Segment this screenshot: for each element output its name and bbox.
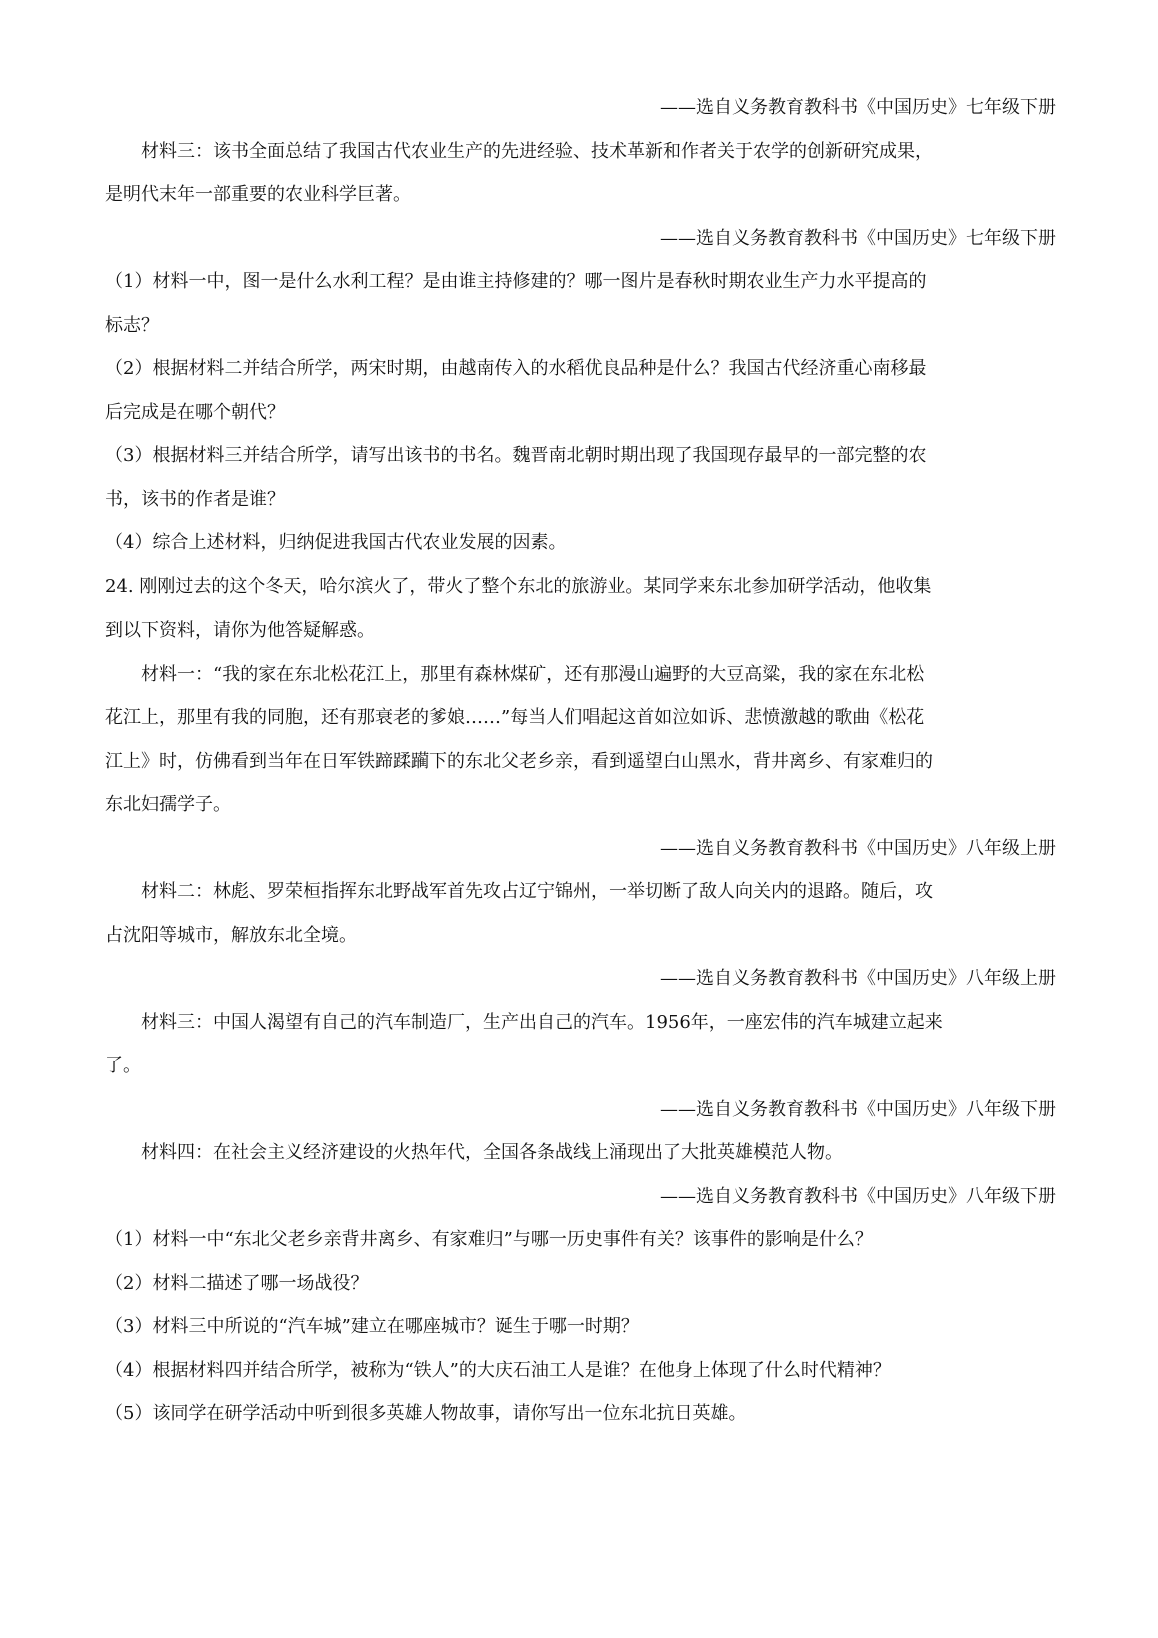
material-three-line-2: 是明代末年一部重要的农业科学巨著。	[105, 184, 411, 205]
question-24-5: （5）该同学在研学活动中听到很多英雄人物故事，请你写出一位东北抗日英雄。	[105, 1403, 747, 1424]
source-citation: ——选自义务教育教科书《中国历史》七年级下册	[660, 97, 1056, 118]
question-23-3-line-1: （3）根据材料三并结合所学，请写出该书的书名。魏晋南北朝时期出现了我国现存最早的一部完整的农	[105, 445, 927, 466]
question-24-stem-line-1: 24. 刚刚过去的这个冬天，哈尔滨火了，带火了整个东北的旅游业。某同学来东北参加研学活动，他收集	[105, 576, 932, 597]
material-one-line-2: 花江上，那里有我的同胞，还有那衰老的爹娘……”每当人们唱起这首如泣如诉、悲愤激越的歌曲《松花	[105, 707, 925, 728]
material-three-line-1: 材料三：该书全面总结了我国古代农业生产的先进经验、技术革新和作者关于农学的创新研究成果，	[141, 141, 933, 162]
material-one-line-4: 东北妇孺学子。	[105, 794, 231, 815]
material-three-b-line-1: 材料三：中国人渴望有自己的汽车制造厂，生产出自己的汽车。1956年，一座宏伟的汽车城建立起来	[141, 1012, 943, 1033]
question-23-4: （4）综合上述材料，归纳促进我国古代农业发展的因素。	[105, 532, 567, 553]
question-24-2: （2）材料二描述了哪一场战役？	[105, 1273, 369, 1294]
source-citation: ——选自义务教育教科书《中国历史》八年级下册	[660, 1099, 1056, 1120]
question-23-2-line-2: 后完成是在哪个朝代？	[105, 402, 285, 423]
source-citation: ——选自义务教育教科书《中国历史》八年级上册	[660, 838, 1056, 859]
question-24-1: （1）材料一中“东北父老乡亲背井离乡、有家难归”与哪一历史事件有关？该事件的影响是什么？	[105, 1229, 873, 1250]
question-23-1-line-2: 标志？	[105, 315, 159, 336]
material-four-line-1: 材料四：在社会主义经济建设的火热年代，全国各条战线上涌现出了大批英雄模范人物。	[141, 1142, 843, 1163]
question-24-3: （3）材料三中所说的“汽车城”建立在哪座城市？诞生于哪一时期？	[105, 1316, 639, 1337]
material-one-line-3: 江上》时，仿佛看到当年在日军铁蹄蹂躏下的东北父老乡亲，看到遥望白山黑水，背井离乡、有家难归的	[105, 751, 933, 772]
question-23-3-line-2: 书，该书的作者是谁？	[105, 489, 285, 510]
source-citation: ——选自义务教育教科书《中国历史》八年级下册	[660, 1186, 1056, 1207]
source-citation: ——选自义务教育教科书《中国历史》八年级上册	[660, 968, 1056, 989]
question-24-4: （4）根据材料四并结合所学，被称为“铁人”的大庆石油工人是谁？在他身上体现了什么时代精神？	[105, 1360, 891, 1381]
material-one-line-1: 材料一：“我的家在东北松花江上，那里有森林煤矿，还有那漫山遍野的大豆高粱，我的家在东北松	[141, 664, 925, 685]
material-three-b-line-2: 了。	[105, 1055, 141, 1076]
question-23-2-line-1: （2）根据材料二并结合所学，两宋时期，由越南传入的水稻优良品种是什么？我国古代经济重心南移最	[105, 358, 927, 379]
material-two-line-1: 材料二：林彪、罗荣桓指挥东北野战军首先攻占辽宁锦州，一举切断了敌人向关内的退路。随后，攻	[141, 881, 933, 902]
question-23-1-line-1: （1）材料一中，图一是什么水利工程？是由谁主持修建的？哪一图片是春秋时期农业生产力水平提高的	[105, 271, 927, 292]
material-two-line-2: 占沈阳等城市，解放东北全境。	[105, 925, 357, 946]
source-citation: ——选自义务教育教科书《中国历史》七年级下册	[660, 228, 1056, 249]
question-24-stem-line-2: 到以下资料，请你为他答疑解惑。	[105, 620, 375, 641]
